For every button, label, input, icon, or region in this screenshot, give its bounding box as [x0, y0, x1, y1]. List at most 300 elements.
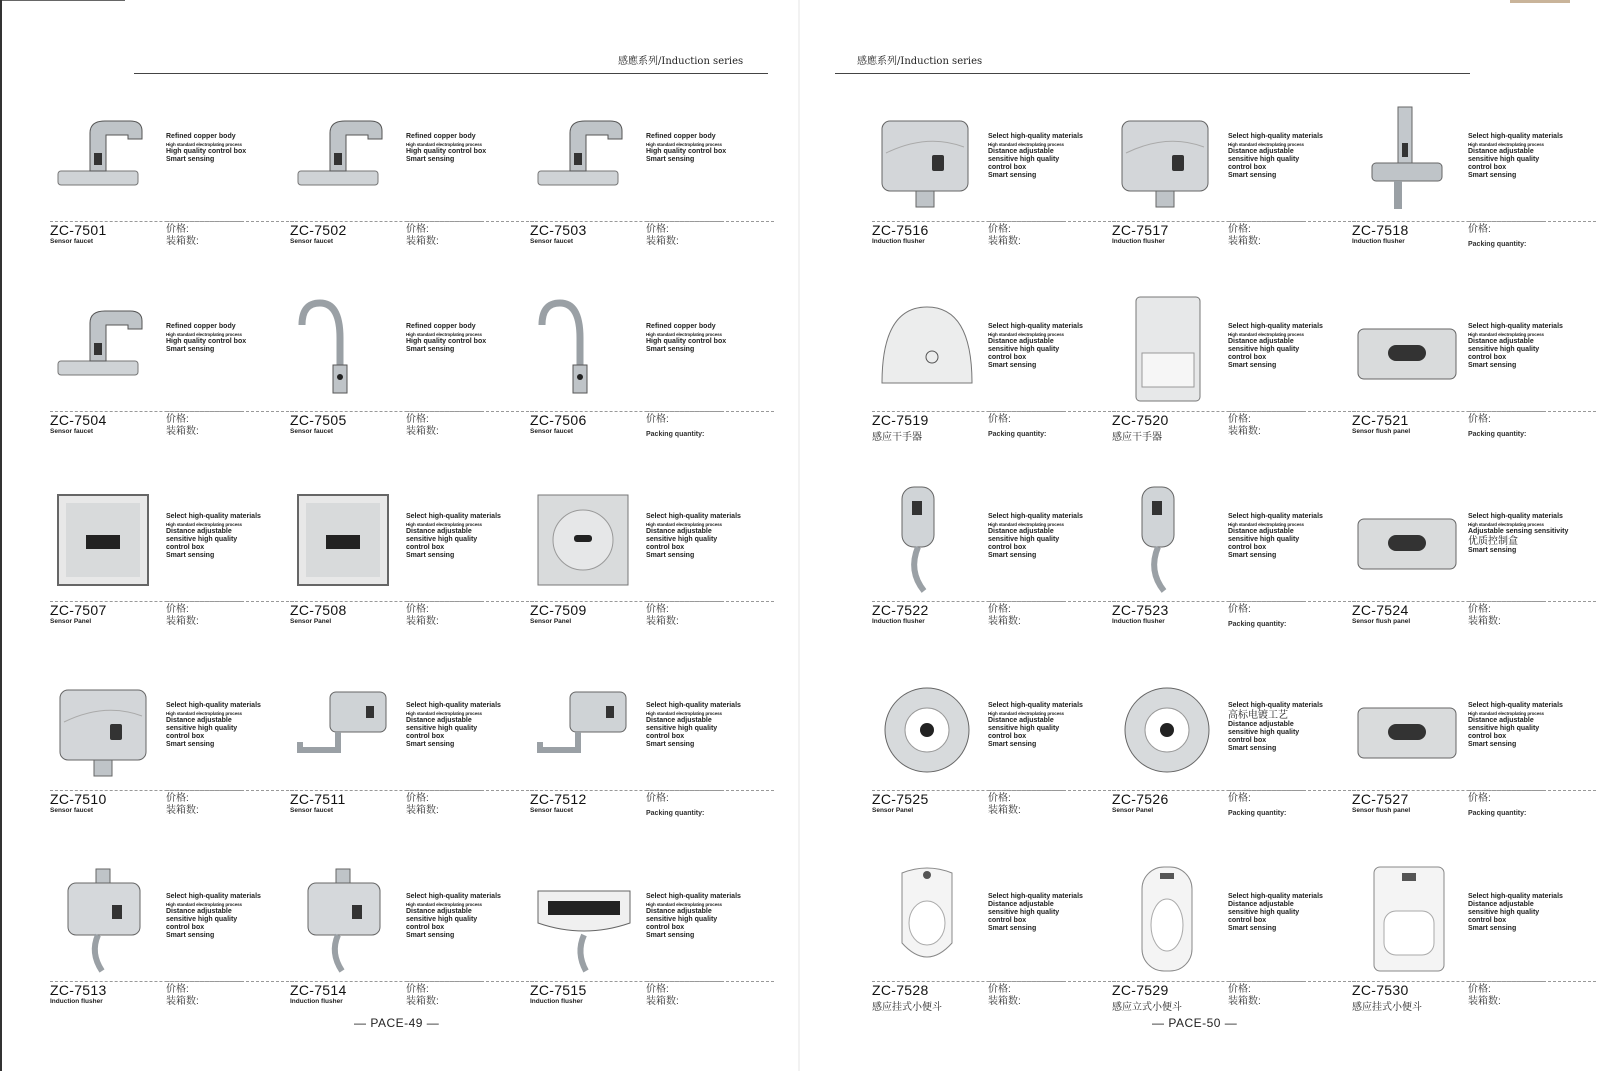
desc-line: Select high-quality materials	[406, 513, 501, 520]
product-description	[988, 133, 1103, 180]
desc-line: High standard electroplating process	[166, 902, 242, 907]
product-card	[872, 483, 1102, 668]
divider	[166, 221, 294, 222]
desc-line: Smart sensing	[166, 932, 215, 939]
packing-label: 装箱数:	[988, 236, 1021, 247]
product-code: ZC-7520	[1112, 412, 1169, 428]
desc-line: Smart sensing	[1468, 925, 1517, 932]
price-label: 价格:	[406, 604, 429, 615]
divider	[988, 601, 1116, 602]
desc-line: Distance adjustable sensitive high quality control box	[988, 338, 1060, 361]
product-description	[1228, 513, 1343, 560]
product-description	[1468, 133, 1583, 180]
product-type: Induction flusher	[872, 238, 925, 245]
desc-line: Distance adjustable sensitive high quality control box	[1228, 721, 1300, 744]
product-card	[1352, 863, 1582, 1048]
product-description	[406, 702, 521, 749]
desc-line: Select high-quality materials	[1468, 133, 1563, 140]
desc-line: Select high-quality materials	[988, 513, 1083, 520]
product-description	[1468, 513, 1583, 555]
packing-label: 装箱数:	[1228, 426, 1261, 437]
sensor-faucet-icon	[530, 103, 640, 213]
packing-label: 装箱数:	[988, 616, 1021, 627]
product-type: Sensor faucet	[290, 807, 333, 814]
desc-line: High quality control box	[406, 338, 487, 345]
packing-label: Packing quantity:	[1468, 810, 1527, 817]
desc-line: High standard electroplating process	[166, 332, 242, 337]
price-label: 价格:	[166, 414, 189, 425]
product-card	[290, 863, 520, 1048]
desc-line: Distance adjustable sensitive high quality control box	[406, 908, 478, 931]
product-type: Sensor faucet	[530, 428, 573, 435]
product-code: ZC-7525	[872, 791, 929, 807]
desc-line: Smart sensing	[646, 156, 695, 163]
packing-label: 装箱数:	[1228, 996, 1261, 1007]
product-card	[290, 293, 520, 478]
product-description	[646, 702, 761, 749]
product-type: 感应挂式小便斗	[1352, 1002, 1422, 1013]
desc-line: High standard electroplating process	[646, 522, 722, 527]
packing-label: 装箱数:	[166, 805, 199, 816]
packing-label: 装箱数:	[406, 805, 439, 816]
packing-label: 装箱数:	[988, 805, 1021, 816]
sensor-panel-icon	[50, 483, 160, 593]
round-panel-icon	[1112, 672, 1222, 782]
desc-line: High standard electroplating process	[1228, 142, 1304, 147]
product-type: 感应干手器	[872, 432, 922, 443]
product-card	[530, 483, 760, 668]
product-card	[530, 293, 760, 478]
desc-line: High quality control box	[406, 148, 487, 155]
price-label: 价格:	[166, 793, 189, 804]
divider	[1468, 601, 1596, 602]
desc-line: Select high-quality materials	[1228, 702, 1323, 709]
product-card	[1112, 483, 1342, 668]
packing-label: 装箱数:	[406, 996, 439, 1007]
desc-line: Smart sensing	[988, 172, 1037, 179]
product-description	[166, 702, 281, 749]
desc-line: Distance adjustable sensitive high quality control box	[166, 528, 238, 551]
product-code: ZC-7505	[290, 412, 347, 428]
product-code: ZC-7523	[1112, 602, 1169, 618]
product-type: Sensor faucet	[530, 238, 573, 245]
desc-line: Smart sensing	[1468, 172, 1517, 179]
desc-line: High quality control box	[646, 148, 727, 155]
product-type: Sensor faucet	[290, 428, 333, 435]
divider	[646, 790, 774, 791]
desc-line: Smart sensing	[166, 156, 215, 163]
urinal-icon	[872, 863, 982, 973]
product-code: ZC-7529	[1112, 982, 1169, 998]
product-type: Sensor faucet	[50, 807, 93, 814]
product-type: Sensor Panel	[50, 618, 92, 625]
desc-line: Smart sensing	[166, 346, 215, 353]
packing-label: 装箱数:	[166, 236, 199, 247]
product-description	[166, 893, 281, 940]
desc-line: Smart sensing	[166, 741, 215, 748]
divider	[166, 411, 294, 412]
desc-line: Select high-quality materials	[646, 702, 741, 709]
product-type: Sensor faucet	[50, 238, 93, 245]
desc-line: Smart sensing	[1228, 552, 1277, 559]
divider	[646, 981, 774, 982]
price-label: 价格:	[1228, 984, 1251, 995]
product-card	[1352, 293, 1582, 478]
flusher-icon	[290, 863, 400, 973]
product-description	[406, 513, 521, 560]
product-card	[290, 483, 520, 668]
product-card	[290, 103, 520, 288]
packing-label: 装箱数:	[166, 616, 199, 627]
packing-label: 装箱数:	[988, 996, 1021, 1007]
desc-line: High quality control box	[646, 338, 727, 345]
packing-label: Packing quantity:	[646, 431, 705, 438]
product-code: ZC-7506	[530, 412, 587, 428]
packing-label: 装箱数:	[1228, 236, 1261, 247]
desc-line: High standard electroplating process	[1468, 522, 1544, 527]
product-description	[1228, 323, 1343, 370]
desc-line: Smart sensing	[1468, 547, 1517, 554]
desc-line: High standard electroplating process	[1468, 711, 1544, 716]
divider	[646, 601, 774, 602]
product-code: ZC-7510	[50, 791, 107, 807]
divider	[406, 981, 534, 982]
product-code: ZC-7503	[530, 222, 587, 238]
flusher-valve-icon	[1352, 103, 1462, 213]
gooseneck-faucet-icon	[290, 293, 400, 403]
packing-label: 装箱数:	[646, 616, 679, 627]
product-type: Induction flusher	[1352, 238, 1405, 245]
desc-line: Distance adjustable sensitive high quality control box	[1468, 148, 1540, 171]
sensor-faucet-icon	[290, 103, 400, 213]
price-label: 价格:	[166, 224, 189, 235]
price-label: 价格:	[1228, 604, 1251, 615]
desc-line: High standard electroplating process	[646, 902, 722, 907]
divider	[1228, 221, 1356, 222]
product-card	[1112, 672, 1342, 857]
desc-line: High standard electroplating process	[1468, 332, 1544, 337]
price-label: 价格:	[1468, 414, 1491, 425]
hand-dryer-tall-icon	[1112, 293, 1222, 403]
product-card	[1352, 103, 1582, 288]
product-description	[1468, 893, 1583, 933]
product-card	[50, 672, 280, 857]
desc-line: High standard electroplating process	[406, 711, 482, 716]
product-code: ZC-7507	[50, 602, 107, 618]
packing-label: 装箱数:	[166, 426, 199, 437]
desc-line: Smart sensing	[988, 552, 1037, 559]
hand-dryer-icon	[872, 293, 982, 403]
product-description	[166, 133, 281, 164]
page-header: 感應系列/Induction series	[618, 56, 744, 67]
flusher-icon	[50, 863, 160, 973]
product-description	[1468, 323, 1583, 370]
desc-line: Distance adjustable sensitive high quality control box	[646, 717, 718, 740]
page-number: — PACE-50 —	[1152, 1016, 1238, 1030]
desc-line: Distance adjustable sensitive high quality control box	[988, 717, 1060, 740]
divider	[646, 411, 774, 412]
product-description	[406, 893, 521, 940]
wall-faucet-icon	[530, 672, 640, 782]
price-label: 价格:	[1228, 224, 1251, 235]
packing-label: 装箱数:	[646, 236, 679, 247]
desc-line: Distance adjustable sensitive high quality control box	[1228, 528, 1300, 551]
price-label: 价格:	[988, 414, 1011, 425]
desc-line: High standard electroplating process	[646, 332, 722, 337]
gooseneck-faucet-icon	[530, 293, 640, 403]
product-code: ZC-7524	[1352, 602, 1409, 618]
product-description	[1228, 893, 1343, 933]
divider	[166, 981, 294, 982]
desc-line: Smart sensing	[406, 552, 455, 559]
desc-line: High standard electroplating process	[1228, 522, 1304, 527]
divider	[988, 981, 1116, 982]
divider	[1228, 790, 1356, 791]
price-label: 价格:	[166, 604, 189, 615]
price-label: 价格:	[166, 984, 189, 995]
urinal-floor-icon	[1112, 863, 1222, 973]
desc-line: Smart sensing	[406, 741, 455, 748]
desc-line: Refined copper body	[646, 133, 716, 140]
desc-line: Smart sensing	[1228, 925, 1277, 932]
flush-panel-icon	[1352, 672, 1462, 782]
desc-line: Smart sensing	[988, 741, 1037, 748]
desc-line: Distance adjustable sensitive high quality control box	[1228, 148, 1300, 171]
product-code: ZC-7511	[290, 791, 346, 807]
product-type: Sensor Panel	[872, 807, 914, 814]
desc-line: Smart sensing	[646, 552, 695, 559]
product-description	[646, 323, 761, 354]
product-code: ZC-7530	[1352, 982, 1409, 998]
price-label: 价格:	[406, 793, 429, 804]
price-label: 价格:	[988, 984, 1011, 995]
price-label: 价格:	[406, 414, 429, 425]
product-description	[406, 323, 521, 354]
divider	[406, 221, 534, 222]
price-label: 价格:	[988, 224, 1011, 235]
desc-line: High standard electroplating process	[988, 142, 1064, 147]
flush-panel-icon	[1352, 483, 1462, 593]
divider	[1228, 981, 1356, 982]
desc-line: Distance adjustable sensitive high quality control box	[406, 717, 478, 740]
desc-line: Select high-quality materials	[166, 513, 261, 520]
desc-line: Select high-quality materials	[988, 893, 1083, 900]
divider	[1228, 411, 1356, 412]
desc-line: Select high-quality materials	[1228, 133, 1323, 140]
desc-line: Smart sensing	[1468, 362, 1517, 369]
product-code: ZC-7509	[530, 602, 587, 618]
desc-line: Smart sensing	[1468, 741, 1517, 748]
price-label: 价格:	[646, 224, 669, 235]
desc-line: Refined copper body	[166, 133, 236, 140]
product-type: Induction flusher	[530, 998, 583, 1005]
product-type: Sensor Panel	[1112, 807, 1154, 814]
desc-line: High standard electroplating process	[646, 142, 722, 147]
divider	[1468, 981, 1596, 982]
divider	[166, 601, 294, 602]
price-label: 价格:	[1468, 604, 1491, 615]
desc-line: Select high-quality materials	[406, 893, 501, 900]
desc-line: Smart sensing	[988, 925, 1037, 932]
product-code: ZC-7519	[872, 412, 929, 428]
desc-line: Select high-quality materials	[1228, 323, 1323, 330]
page-number: — PACE-49 —	[354, 1016, 440, 1030]
product-type: Sensor flush panel	[1352, 618, 1411, 625]
product-description	[988, 513, 1103, 560]
desc-line: Distance adjustable sensitive high quality control box	[166, 908, 238, 931]
price-label: 价格:	[646, 604, 669, 615]
header-rule	[134, 73, 768, 74]
product-description	[406, 133, 521, 164]
product-code: ZC-7522	[872, 602, 929, 618]
product-card	[530, 672, 760, 857]
product-description	[646, 513, 761, 560]
flusher-pipe-icon	[872, 483, 982, 593]
desc-line: Select high-quality materials	[166, 702, 261, 709]
packing-label: Packing quantity:	[988, 431, 1047, 438]
product-description	[988, 702, 1103, 749]
product-code: ZC-7508	[290, 602, 347, 618]
desc-line: High standard electroplating process	[988, 522, 1064, 527]
divider	[1468, 790, 1596, 791]
product-card	[50, 103, 280, 288]
product-code: ZC-7502	[290, 222, 347, 238]
product-card	[1112, 293, 1342, 478]
desc-line: Select high-quality materials	[406, 702, 501, 709]
product-type: Sensor faucet	[50, 428, 93, 435]
desc-line: High quality control box	[166, 148, 247, 155]
product-type: Induction flusher	[1112, 238, 1165, 245]
product-description	[1228, 133, 1343, 180]
product-code: ZC-7518	[1352, 222, 1409, 238]
product-code: ZC-7526	[1112, 791, 1169, 807]
desc-line: Select high-quality materials	[1468, 513, 1563, 520]
desc-line: High standard electroplating process	[406, 522, 482, 527]
divider	[988, 790, 1116, 791]
desc-line: Smart sensing	[1228, 172, 1277, 179]
desc-line: High standard electroplating process	[988, 332, 1064, 337]
desc-line: Refined copper body	[406, 323, 476, 330]
desc-line: Distance adjustable sensitive high quality control box	[1468, 338, 1540, 361]
product-card	[872, 863, 1102, 1048]
desc-line: Distance adjustable sensitive high quality control box	[988, 901, 1060, 924]
packing-label: Packing quantity:	[1468, 431, 1527, 438]
product-type: 感应挂式小便斗	[872, 1002, 942, 1013]
desc-line: High standard electroplating process	[406, 142, 482, 147]
desc-line: Smart sensing	[646, 741, 695, 748]
product-type: Induction flusher	[872, 618, 925, 625]
divider	[646, 221, 774, 222]
divider	[166, 790, 294, 791]
divider	[406, 790, 534, 791]
desc-line: Distance adjustable sensitive high quality control box	[988, 528, 1060, 551]
product-type: Sensor flush panel	[1352, 428, 1411, 435]
product-code: ZC-7528	[872, 982, 929, 998]
product-description	[1468, 702, 1583, 749]
desc-line: Select high-quality materials	[1228, 513, 1323, 520]
product-card	[530, 103, 760, 288]
flusher-pipe-icon	[1112, 483, 1222, 593]
desc-line: Select high-quality materials	[1468, 702, 1563, 709]
product-code: ZC-7501	[50, 222, 107, 238]
desc-line: 优质控制盒	[1468, 536, 1518, 547]
desc-line: High standard electroplating process	[166, 522, 242, 527]
desc-line: Distance adjustable sensitive high quality control box	[1228, 338, 1300, 361]
round-panel-icon	[872, 672, 982, 782]
desc-line: Select high-quality materials	[988, 133, 1083, 140]
price-label: 价格:	[406, 984, 429, 995]
divider	[1468, 221, 1596, 222]
packing-label: Packing quantity:	[1228, 810, 1287, 817]
desc-line: Select high-quality materials	[646, 893, 741, 900]
desc-line: Smart sensing	[988, 362, 1037, 369]
sensor-box-icon	[50, 672, 160, 782]
urinal-square-icon	[1352, 863, 1462, 973]
product-code: ZC-7513	[50, 982, 107, 998]
product-description	[166, 323, 281, 354]
product-card	[50, 293, 280, 478]
product-card	[1352, 672, 1582, 857]
desc-line: Adjustable sensing sensitivity	[1468, 528, 1569, 535]
packing-label: 装箱数:	[166, 996, 199, 1007]
desc-line: Select high-quality materials	[646, 513, 741, 520]
sensor-box-icon	[872, 103, 982, 213]
packing-label: 装箱数:	[406, 616, 439, 627]
product-card	[530, 863, 760, 1048]
product-description	[646, 893, 761, 940]
desc-line: Smart sensing	[406, 156, 455, 163]
product-description	[988, 893, 1103, 933]
desc-line: High standard electroplating process	[1228, 332, 1304, 337]
price-label: 价格:	[1468, 224, 1491, 235]
product-code: ZC-7514	[290, 982, 347, 998]
product-description	[988, 323, 1103, 370]
product-code: ZC-7515	[530, 982, 587, 998]
product-description	[1228, 702, 1343, 753]
divider	[1228, 601, 1356, 602]
price-label: 价格:	[646, 793, 669, 804]
packing-label: 装箱数:	[1468, 616, 1501, 627]
desc-line: Smart sensing	[406, 346, 455, 353]
desc-line: High quality control box	[166, 338, 247, 345]
flusher-panel-icon	[530, 863, 640, 973]
price-label: 价格:	[1468, 984, 1491, 995]
packing-label: 装箱数:	[646, 996, 679, 1007]
product-code: ZC-7521	[1352, 412, 1409, 428]
product-description	[166, 513, 281, 560]
desc-line: High standard electroplating process	[166, 711, 242, 716]
packing-label: Packing quantity:	[1468, 241, 1527, 248]
product-type: Sensor flush panel	[1352, 807, 1411, 814]
desc-line: Smart sensing	[166, 552, 215, 559]
product-type: Sensor faucet	[290, 238, 333, 245]
sensor-faucet-icon	[50, 293, 160, 403]
product-type: Sensor faucet	[530, 807, 573, 814]
product-type: Sensor Panel	[290, 618, 332, 625]
divider	[406, 601, 534, 602]
sensor-faucet-icon	[50, 103, 160, 213]
desc-line: Smart sensing	[1228, 362, 1277, 369]
product-code: ZC-7517	[1112, 222, 1169, 238]
product-card	[1112, 863, 1342, 1048]
desc-line: Refined copper body	[166, 323, 236, 330]
product-card	[50, 863, 280, 1048]
desc-line: Select high-quality materials	[1468, 323, 1563, 330]
packing-label: Packing quantity:	[1228, 621, 1287, 628]
desc-line: Smart sensing	[646, 346, 695, 353]
desc-line: High standard electroplating process	[406, 332, 482, 337]
divider	[988, 221, 1116, 222]
